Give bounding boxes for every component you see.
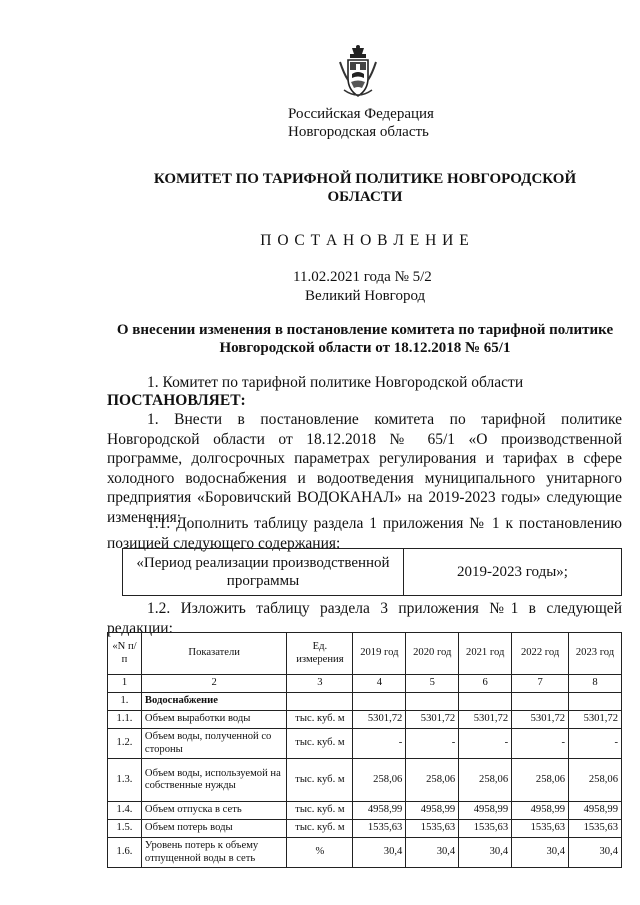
col-number: 8 [569,675,622,693]
section-label: Водоснабжение [141,693,287,711]
row-number: 1.5. [108,820,142,838]
value-cell: 30,4 [353,838,406,868]
section-row [108,693,622,711]
value-cell: - [353,729,406,759]
paragraph-4: 1.2. Изложить таблицу раздела 3 приложения №1 в следующей редакции: [107,600,622,637]
value-cell: 4958,99 [569,802,622,820]
value-cell: 4958,99 [406,802,459,820]
header-cell: 2019 год [353,633,406,675]
value-cell: 258,06 [569,759,622,802]
header-cell: «N п/п [108,633,142,675]
value-cell: 1535,63 [569,820,622,838]
header-cell: 2023 год [569,633,622,675]
col-number: 7 [512,675,569,693]
col-number: 4 [353,675,406,693]
row-indicator: Объем потерь воды [141,820,287,838]
col-number: 3 [287,675,353,693]
value-cell: 4958,99 [512,802,569,820]
value-cell: - [459,729,512,759]
program-period-table [122,548,622,596]
indicators-table [107,632,622,868]
row-indicator: Объем воды, полученной со стороны [141,729,287,759]
table-row [108,759,622,802]
document-type: П О С Т А Н О В Л Е Н И Е [260,232,470,249]
header-cell: 2022 год [512,633,569,675]
section-number: 1. [108,693,142,711]
value-cell: 1535,63 [353,820,406,838]
value-cell: 30,4 [512,838,569,868]
committee-title-line1: КОМИТЕТ ПО ТАРИФНОЙ ПОЛИТИКЕ НОВГОРОДСКОЙ [153,171,577,187]
paragraph-2: 1. Внести в постановление комитета по тарифной политике Новгородской области от 18.12.2018 № 65/1 «О производственной программе, долгосрочных параметрах регулирования и тарифах в сфере холодного водоснабжения и водоотведения муниципального унитарного предприятия «Боровичский ВОДОКАНАЛ» на 2019-2023 годы» следующие изменения: [107,411,622,526]
country-name: Российская Федерация [288,106,434,122]
row-indicator: Объем воды, используемой на собственные нужды [141,759,287,802]
table-row [108,802,622,820]
col-number: 6 [459,675,512,693]
header-cell: 2021 год [459,633,512,675]
col-number: 2 [141,675,287,693]
table-row [108,729,622,759]
coat-of-arms-emblem [338,44,378,100]
row-number: 1.4. [108,802,142,820]
row-number: 1.6. [108,838,142,868]
row-indicator: Уровень потерь к объему отпущенной воды в сеть [141,838,287,868]
column-numbers-row [108,675,622,693]
table-row [108,820,622,838]
header-cell: Ед. измерения [287,633,353,675]
header-cell: 2020 год [406,633,459,675]
document-title-line1: О внесении изменения в постановление комитета по тарифной политике [116,322,614,338]
header-cell: Показатели [141,633,287,675]
col-number: 5 [406,675,459,693]
value-cell: - [512,729,569,759]
value-cell: 258,06 [353,759,406,802]
decree-word: ПОСТАНОВЛЯЕТ: [107,392,246,409]
col-number: 1 [108,675,142,693]
value-cell: 1535,63 [459,820,512,838]
value-cell: - [406,729,459,759]
document-city: Великий Новгород [305,288,426,304]
value-cell: 30,4 [406,838,459,868]
value-cell: 258,06 [512,759,569,802]
value-cell: 5301,72 [459,711,512,729]
row-unit: тыс. куб. м [287,820,353,838]
table-header-row [108,633,622,675]
row-unit: % [287,838,353,868]
value-cell: 5301,72 [512,711,569,729]
value-cell: 4958,99 [353,802,406,820]
row-number: 1.1. [108,711,142,729]
program-period-value: 2019-2023 годы»; [404,549,622,596]
table-row [108,711,622,729]
value-cell: 30,4 [459,838,512,868]
table-row [108,838,622,868]
document-title-line2: Новгородской области от 18.12.2018 № 65/1 [219,340,511,356]
value-cell: 1535,63 [512,820,569,838]
row-unit: тыс. куб. м [287,711,353,729]
value-cell: 1535,63 [406,820,459,838]
value-cell: 258,06 [459,759,512,802]
region-name: Новгородская область [288,124,429,140]
value-cell: 5301,72 [569,711,622,729]
row-unit: тыс. куб. м [287,729,353,759]
value-cell: 5301,72 [353,711,406,729]
value-cell: 30,4 [569,838,622,868]
row-number: 1.2. [108,729,142,759]
value-cell: 4958,99 [459,802,512,820]
row-indicator: Объем выработки воды [141,711,287,729]
row-unit: тыс. куб. м [287,759,353,802]
committee-title-line2: ОБЛАСТИ [327,189,403,205]
row-unit: тыс. куб. м [287,802,353,820]
row-indicator: Объем отпуска в сеть [141,802,287,820]
paragraph-3: 1.1. Дополнить таблицу раздела 1 приложения № 1 к постановлению позицией следующего содержания: [107,515,622,552]
document-date-number: 11.02.2021 года № 5/2 [293,269,432,285]
value-cell: - [569,729,622,759]
value-cell: 258,06 [406,759,459,802]
paragraph-1: 1. Комитет по тарифной политике Новгородской области [147,374,524,391]
value-cell: 5301,72 [406,711,459,729]
row-number: 1.3. [108,759,142,802]
program-period-label: «Период реализации производственной программы [123,549,404,596]
